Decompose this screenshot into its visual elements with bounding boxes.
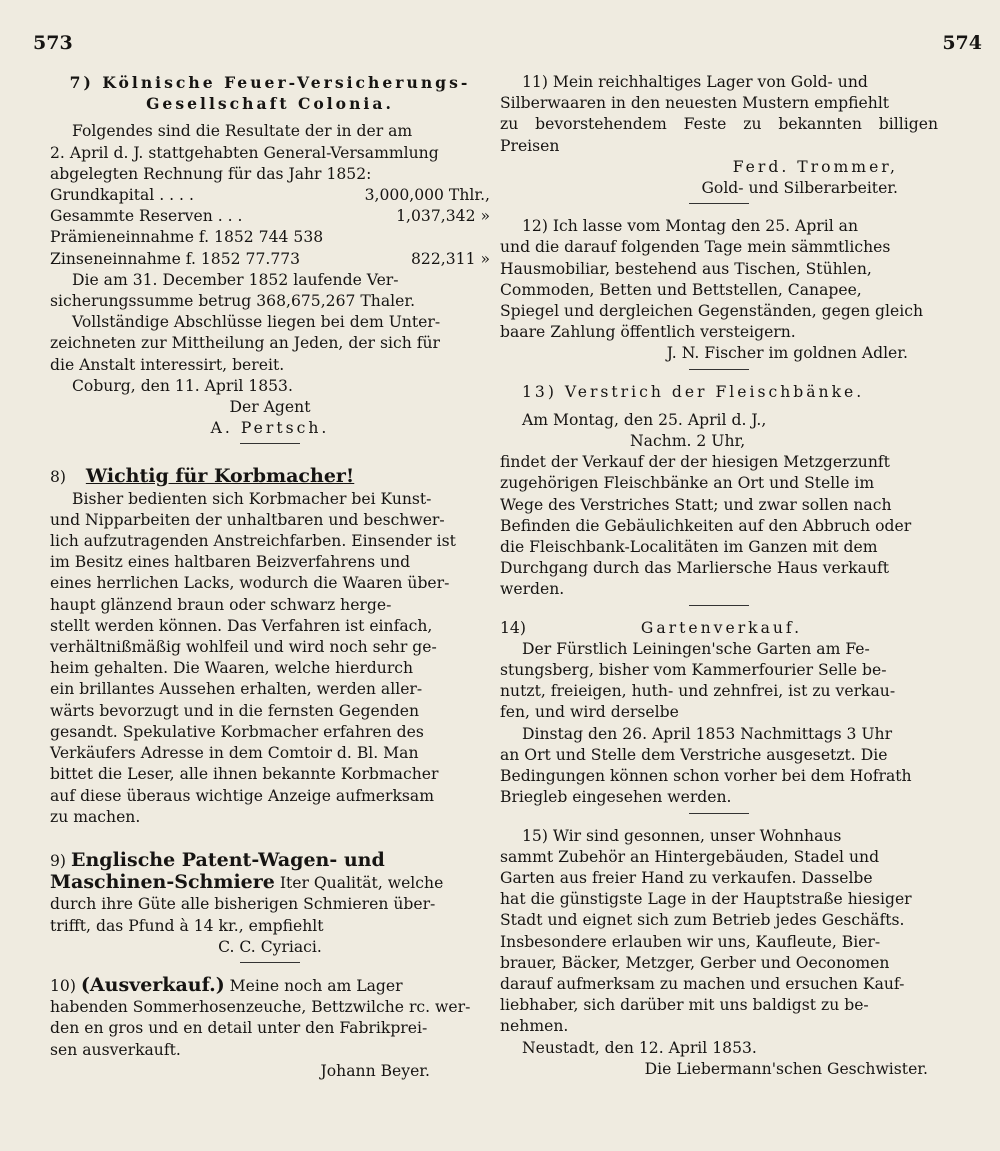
notice-9-heading: Englische Patent-Wagen- und [70,848,385,871]
right-column [500,72,938,1080]
notice-14-heading: Gartenverkauf. [640,618,803,637]
text-line: Spiegel und dergleichen Gegenständen, gegen gleich [500,302,924,321]
notice-7-row-reserves [50,206,490,227]
text-line: haupt glänzend braun oder schwarz herge- [50,595,392,614]
text-line: Dinstag den 26. April 1853 Nachmittags 3 Uhr [522,724,893,743]
notice-7-row-capital [50,185,490,206]
text-line: im Besitz eines haltbaren Beizverfahrens und [50,553,411,572]
notice-14-body [500,639,938,809]
text-line: Hausmobiliar, bestehend aus Tischen, Stühlen, [500,259,872,278]
notice-8-heading: Wichtig für Korbmacher! [85,465,355,488]
text-line: bittet die Leser, alle ihnen bekannte Korbmacher [50,765,439,784]
text-line: stellt werden können. Das Verfahren ist einfach, [50,616,433,635]
notice-7-para-3b: zeichneten zur Mittheilung an Jeden, der sich für [50,334,440,353]
text-line: Bedingungen können schon vorher bei dem Hofrath [500,767,912,786]
text-line: Durchgang durch das Marliersche Haus verkauft [500,559,890,578]
notice-9-title-line [50,850,490,872]
text-line: und die darauf folgenden Tage mein sämmtliches [500,238,891,257]
notice-12-body [500,216,938,343]
notice-7-signature-2: A. Pertsch. [210,419,330,438]
notice-7-row-premium: Prämieneinnahme f. 1852 744 538 [50,228,324,247]
text-line: 12) Ich lasse vom Montag den 25. April an [522,217,859,236]
row-label: Grundkapital . . . . [50,186,194,205]
row-label: Gesammte Reserven . . . [50,207,243,226]
notice-8-title [50,466,490,488]
text-line: nehmen. [500,1017,569,1036]
text-line: eines herrlichen Lacks, wodurch die Waaren über- [50,574,450,593]
text-line: findet der Verkauf der der hiesigen Metzgerzunft [500,453,890,472]
text-line: Der Fürstlich Leiningen'sche Garten am Fe- [522,639,870,658]
text-line: Befinden die Gebäulichkeiten auf den Abbruch oder [500,516,912,535]
notice-11-signature-1: Ferd. Trommer, [732,157,898,176]
notice-15 [500,826,938,1080]
text-line: Briegleb eingesehen werden. [500,788,732,807]
text-line: Bisher bedienten sich Korbmacher bei Kunst- [72,489,432,508]
text-line: werden. [500,580,565,599]
text-line: heim gehalten. Die Waaren, welche hierdurch [50,659,414,678]
notice-7-para-3a: Vollständige Abschlüsse liegen bei dem Unter- [72,313,441,332]
notice-12 [500,216,938,369]
notice-15-signature: Die Liebermann'schen Geschwister. [644,1059,928,1078]
notice-13-time-line: Nachm. 2 Uhr, [630,432,746,451]
text-line: lich aufzutragenden Anstreichfarben. Einsender ist [50,532,456,551]
row-value: 822,311 » [411,249,490,268]
notice-9-heading-2: Maschinen-Schmiere [50,871,275,894]
text-line: Insbesondere erlauben wir uns, Kaufleute, Bier- [500,932,881,951]
notice-10-number: 10) [50,976,76,995]
notice-13 [500,382,938,606]
notice-13-title: 13) Verstrich der Fleischbänke. [522,382,865,401]
notice-13-body [500,452,938,600]
page-number-left: 573 [33,32,73,54]
notice-9-number: 9) [50,851,67,870]
text-line: nutzt, freieigen, huth- und zehnfrei, ist zu verkau- [500,682,896,701]
notice-9-signature: C. C. Cyriaci. [218,937,322,956]
text-line: Commoden, Betten und Bettstellen, Canapee, [500,280,862,299]
notice-11-line-2: Silberwaaren in den neuesten Mustern empfiehlt [500,94,890,113]
text-line: Stadt und eignet sich zum Betrieb jedes Geschäfts. [500,911,905,930]
notice-10-line-3: den en gros und en detail unter den Fabrikprei- [50,1019,428,1038]
notice-7-title-2: Gesellschaft Colonia. [146,94,394,114]
page-number-right: 574 [942,32,982,54]
notice-14-title-line [500,618,938,639]
notice-14-number: 14) [500,618,526,637]
notice-11-line-3: zu bevorstehendem Feste zu bekannten billigen Preisen [500,115,938,155]
text-line: und Nipparbeiten der unhaltbaren und beschwer- [50,510,445,529]
text-line: die Fleischbank-Localitäten im Ganzen mit dem [500,538,878,557]
notice-10-signature: Johann Beyer. [320,1061,430,1080]
notice-8 [50,466,490,827]
text-line: brauer, Bäcker, Metzger, Gerber und Oeconomen [500,953,890,972]
text-line: sammt Zubehör an Hintergebäuden, Stadel und [500,847,880,866]
notice-7-intro-3: abgelegten Rechnung für das Jahr 1852: [50,164,372,183]
notice-10-line-1 [50,975,490,997]
text-line: baare Zahlung öffentlich versteigern. [500,323,796,342]
text-line: hat die günstigste Lage in der Hauptstraße hiesiger [500,890,912,909]
text-line: Wege des Verstriches Statt; und zwar sollen nach [500,495,892,514]
notice-10-line-4: sen ausverkauft. [50,1040,181,1059]
notice-11-signature-2: Gold- und Silberarbeiter. [701,179,898,198]
text-line: darauf aufmerksam zu machen und ersuchen Kauf- [500,974,905,993]
text-line: zu machen. [50,807,141,826]
notice-8-number: 8) [50,468,67,487]
left-column [50,72,490,1082]
notice-9-line-2: durch ihre Güte alle bisherigen Schmieren über- [50,895,436,914]
notice-13-date-line: Am Montag, den 25. April d. J., [522,410,767,429]
notice-7-intro-2: 2. April d. J. stattgehabten General-Versammlung [50,143,439,162]
text-line: liebhaber, sich darüber mit uns baldigst zu be- [500,996,869,1015]
notice-7-para-2a: Die am 31. December 1852 laufende Ver- [72,270,399,289]
text-line: an Ort und Stelle dem Verstriche ausgesetzt. Die [500,745,888,764]
notice-7 [50,72,490,444]
text-line: verhältnißmäßig wohlfeil und wird noch sehr ge- [50,638,437,657]
notice-9 [50,850,490,963]
notice-14 [500,618,938,814]
notice-9-line-1 [50,872,490,894]
notice-9-line-3: trifft, das Pfund à 14 kr., empfiehlt [50,916,324,935]
text-line: gesandt. Spekulative Korbmacher erfahren des [50,722,424,741]
row-value: 3,000,000 Thlr., [364,186,490,205]
notice-9-line-1-rest: Iter Qualität, welche [279,874,444,893]
notice-7-para-2b: sicherungssumme betrug 368,675,267 Thaler. [50,292,416,311]
text-line: Verkäufers Adresse in dem Comtoir d. Bl. Man [50,744,419,763]
notice-8-body [50,489,490,828]
text-line: fen, und wird derselbe [500,703,679,722]
notice-7-title-1: 7) Kölnische Feuer-Versicherungs- [69,73,471,92]
row-label: Zinseneinnahme f. 1852 77.773 [50,249,301,268]
text-line: zugehörigen Fleischbänke an Ort und Stelle im [500,474,875,493]
notice-11-line-1: 11) Mein reichhaltiges Lager von Gold- und [522,73,868,91]
notice-10-heading: (Ausverkauf.) [80,973,225,996]
text-line: stungsberg, bisher vom Kammerfourier Selle be- [500,661,887,680]
notice-7-date: Coburg, den 11. April 1853. [72,376,293,395]
row-value: 1,037,342 » [396,207,490,226]
notice-11 [500,72,938,204]
notice-15-date: Neustadt, den 12. April 1853. [522,1038,757,1057]
text-line: 15) Wir sind gesonnen, unser Wohnhaus [522,826,842,845]
notice-7-row-interest [50,249,490,270]
notice-7-signature-1: Der Agent [229,398,311,417]
notice-7-intro-1: Folgendes sind die Resultate der in der am [72,122,413,141]
notice-15-body [500,826,938,1038]
text-line: Garten aus freier Hand zu verkaufen. Dasselbe [500,868,873,887]
notice-12-signature: J. N. Fischer im goldnen Adler. [666,344,908,363]
notice-10-line-1-rest: Meine noch am Lager [229,976,403,995]
notice-10 [50,975,490,1082]
notice-7-para-3c: die Anstalt interessirt, bereit. [50,355,285,374]
text-line: auf diese überaus wichtige Anzeige aufmerksam [50,786,435,805]
text-line: ein brillantes Aussehen erhalten, werden aller- [50,680,423,699]
text-line: wärts bevorzugt und in die fernsten Gegenden [50,701,420,720]
notice-10-line-2: habenden Sommerhosenzeuche, Bettzwilche rc. wer- [50,998,471,1017]
